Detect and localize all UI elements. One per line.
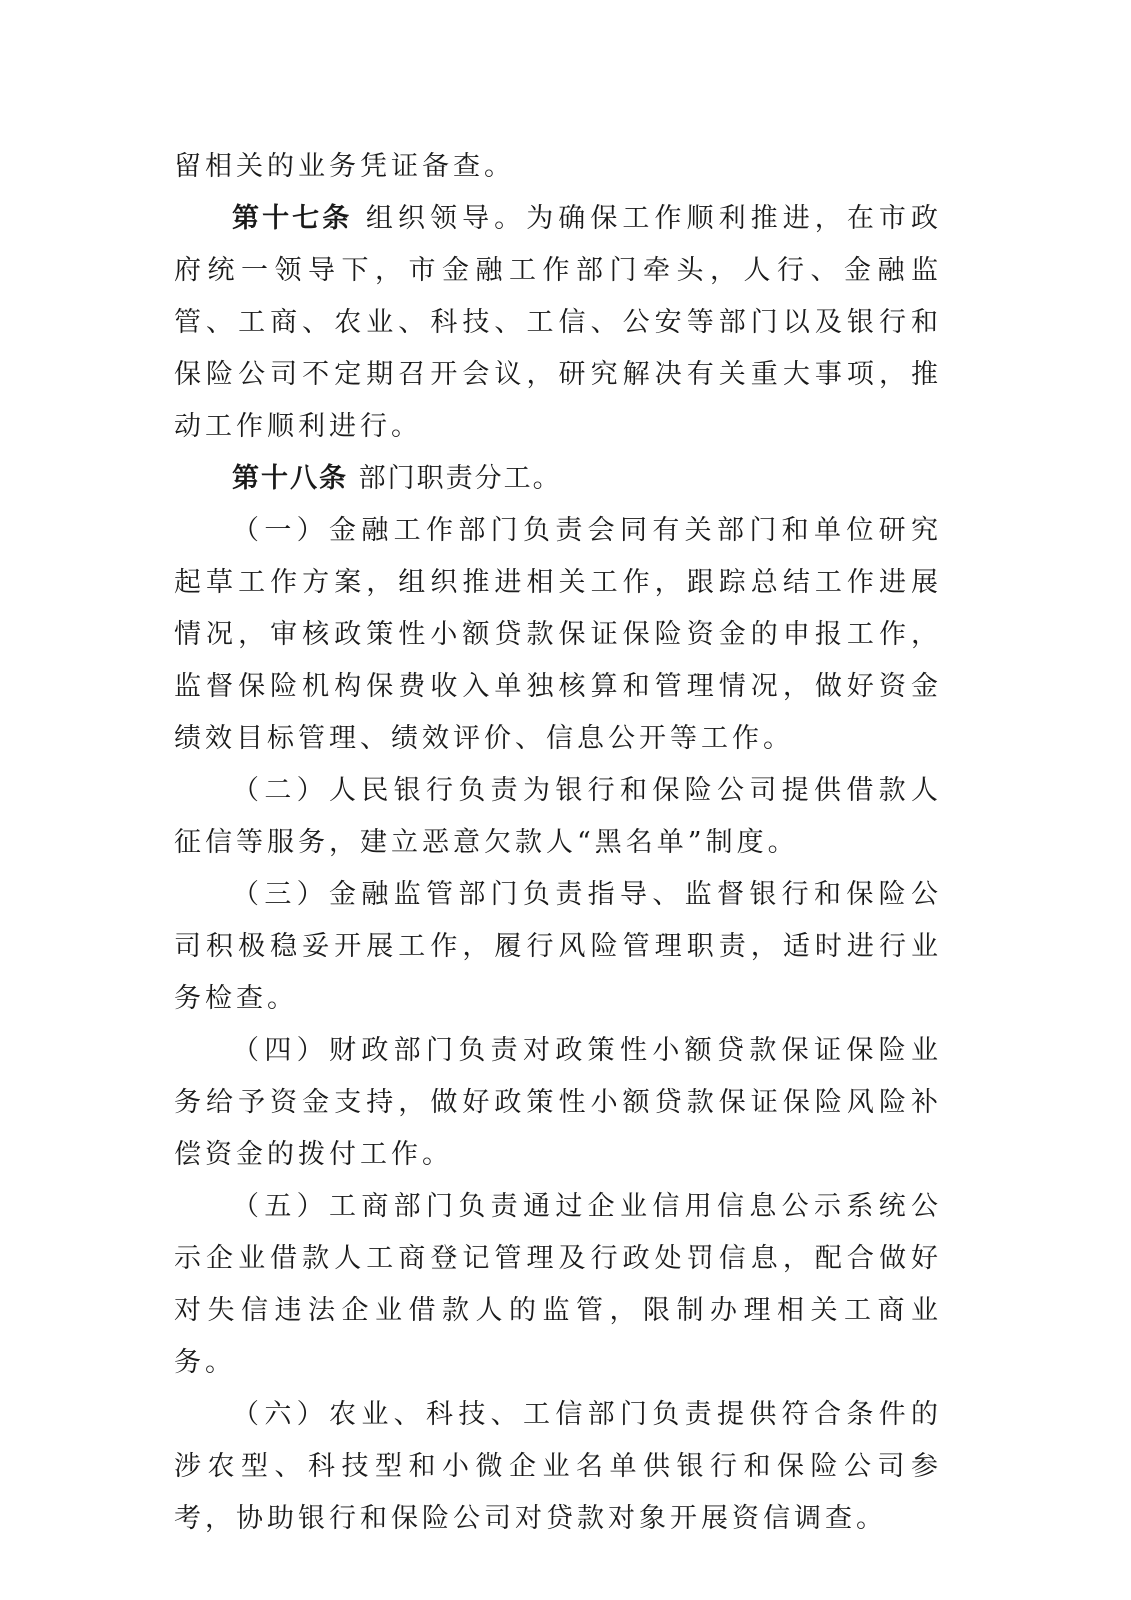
paragraph-text: （三）金融监管部门负责指导、监督银行和保险公司积极稳妥开展工作，履行风险管理职责，适时进行业务检查。 — [174, 879, 942, 1014]
paragraph-text: 组织领导。为确保工作顺利推进，在市政府统一领导下，市金融工作部门牵头，人行、金融监管、工商、农业、科技、工信、公安等部门以及银行和保险公司不定期召开会议，研究解决有关重大事项，推动工作顺利进行。 — [174, 203, 942, 442]
paragraph-text: （二）人民银行负责为银行和保险公司提供借款人征信等服务，建立恶意欠款人“黑名单”制度。 — [174, 775, 942, 858]
duty-item-6 — [174, 1389, 942, 1545]
duty-item-3 — [174, 869, 942, 1025]
paragraph-text: 部门职责分工。 — [348, 463, 562, 494]
paragraph-text: （一）金融工作部门负责会同有关部门和单位研究起草工作方案，组织推进相关工作，跟踪总结工作进展情况，审核政策性小额贷款保证保险资金的申报工作，监督保险机构保费收入单独核算和管理情况，做好资金绩效目标管理、绩效评价、信息公开等工作。 — [174, 515, 942, 754]
duty-item-5 — [174, 1181, 942, 1389]
document-body — [174, 141, 942, 1545]
paragraph-continuation — [174, 141, 942, 193]
article-17-paragraph — [174, 193, 942, 453]
paragraph-text: （五）工商部门负责通过企业信用信息公示系统公示企业借款人工商登记管理及行政处罚信息，配合做好对失信违法企业借款人的监管，限制办理相关工商业务。 — [174, 1191, 942, 1378]
paragraph-text: 留相关的业务凭证备查。 — [174, 151, 515, 182]
duty-item-2 — [174, 765, 942, 869]
article-number: 第十八条 — [232, 463, 348, 494]
duty-item-1 — [174, 505, 942, 765]
article-18-paragraph — [174, 453, 942, 505]
paragraph-text: （四）财政部门负责对政策性小额贷款保证保险业务给予资金支持，做好政策性小额贷款保证保险风险补偿资金的拨付工作。 — [174, 1035, 942, 1170]
article-number: 第十七条 — [232, 203, 353, 234]
paragraph-text: （六）农业、科技、工信部门负责提供符合条件的涉农型、科技型和小微企业名单供银行和保险公司参考，协助银行和保险公司对贷款对象开展资信调查。 — [174, 1399, 942, 1534]
duty-item-4 — [174, 1025, 942, 1181]
